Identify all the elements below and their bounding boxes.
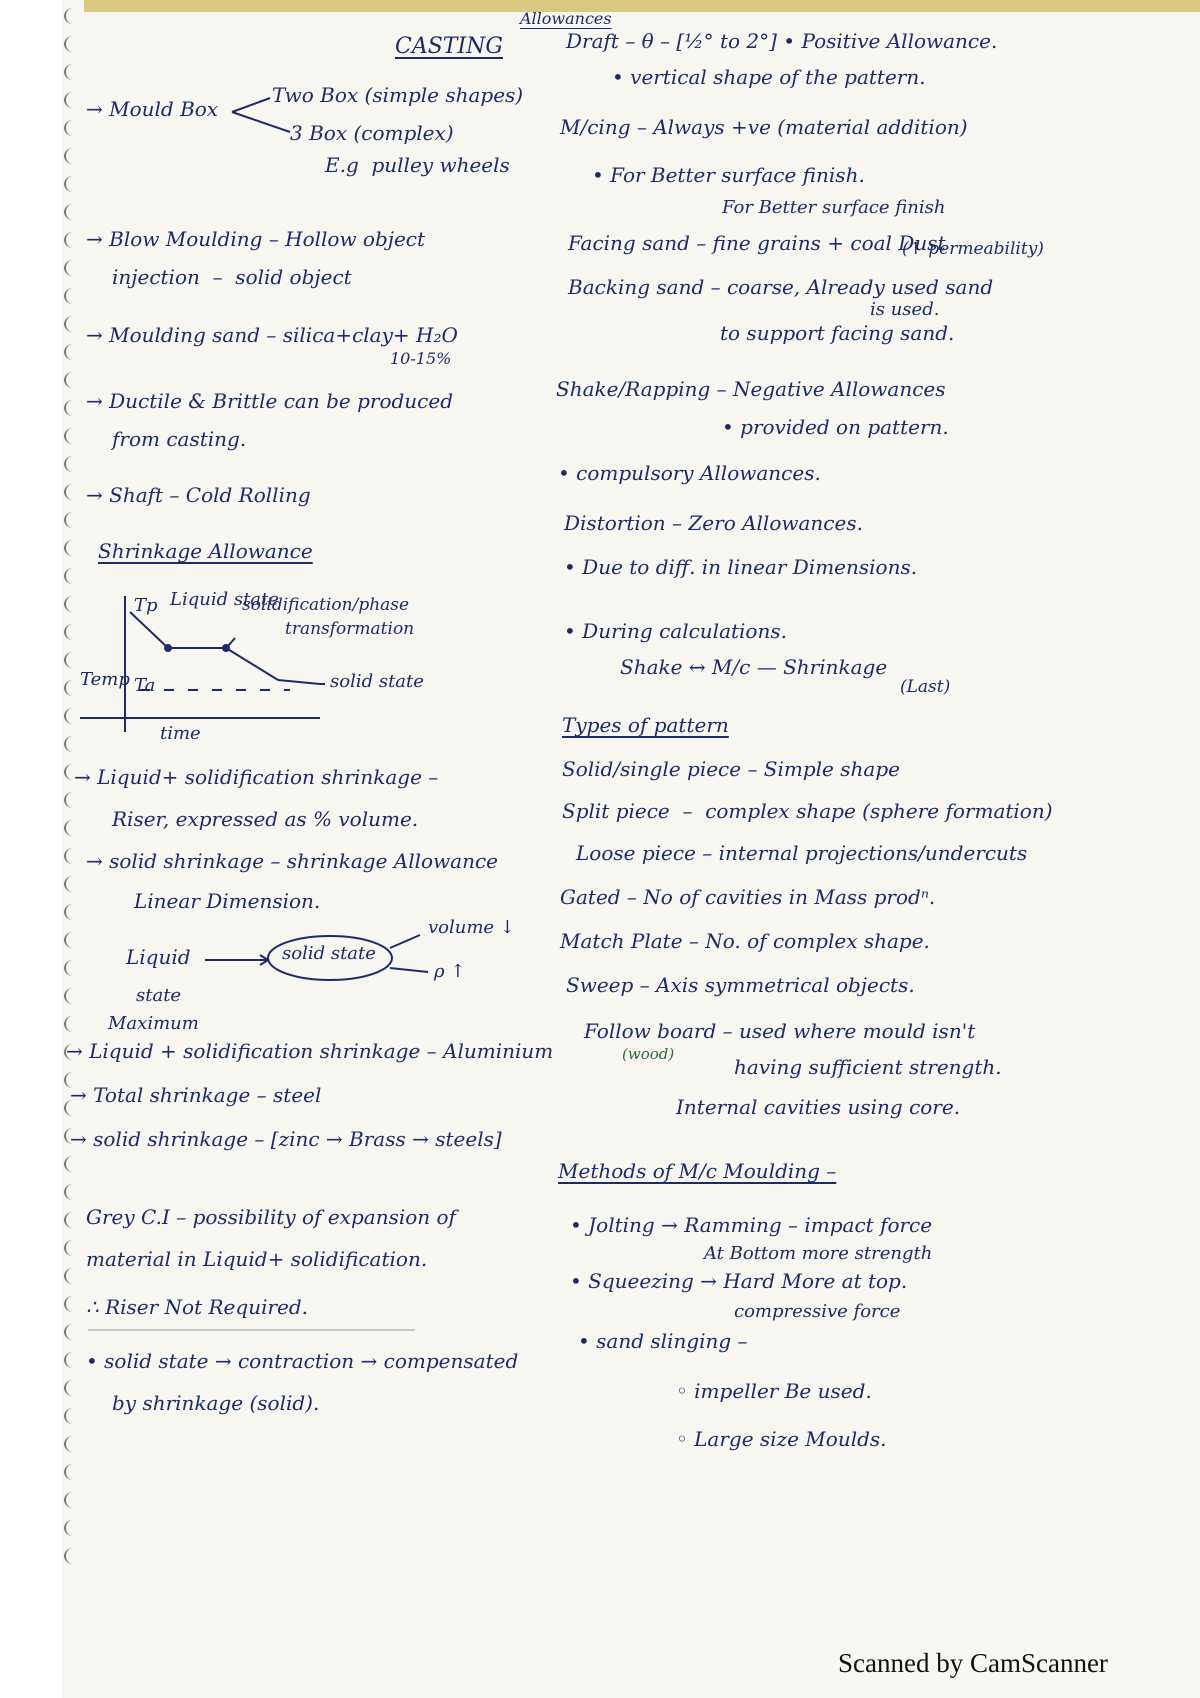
- shake-rapping: Shake/Rapping – Negative Allowances: [556, 377, 946, 401]
- mould-box-option-2: 3 Box (complex): [290, 121, 454, 145]
- gated-pattern: Gated – No of cavities in Mass prodⁿ.: [560, 885, 936, 909]
- shaft-cold-rolling: → Shaft – Cold Rolling: [86, 483, 311, 507]
- camscanner-watermark: Scanned by CamScanner: [838, 1648, 1108, 1678]
- graph-ta-label: Ta: [134, 675, 156, 696]
- distortion-allowance: Distortion – Zero Allowances.: [564, 511, 863, 535]
- flow-density: ρ ↑: [434, 961, 466, 982]
- sand-slinging: • sand slinging –: [578, 1329, 748, 1353]
- mould-box-label: → Mould Box: [86, 97, 219, 121]
- solid-shrinkage-2: Linear Dimension.: [134, 889, 321, 913]
- grey-ci-line-1: Grey C.I – possibility of expansion of: [86, 1205, 456, 1229]
- solid-state-line-1: • solid state → contraction → compensated: [86, 1349, 519, 1373]
- flow-volume: volume ↓: [428, 917, 515, 938]
- follow-board-line-2: having sufficient strength.: [734, 1055, 1002, 1079]
- distortion-note: • Due to diff. in linear Dimensions.: [564, 555, 918, 579]
- follow-board-wood: (wood): [622, 1045, 675, 1063]
- draft-allowance: Draft – θ – [½° to 2°] • Positive Allowance.: [566, 29, 998, 53]
- total-shrinkage: → Total shrinkage – steel: [70, 1083, 322, 1107]
- shake-note: • provided on pattern.: [722, 415, 949, 439]
- liquid-solid-shrinkage-2: Riser, expressed as % volume.: [112, 807, 419, 831]
- graph-tp-label: Tp: [134, 595, 158, 616]
- during-calculations: • During calculations.: [564, 619, 787, 643]
- draft-note: • vertical shape of the pattern.: [612, 65, 926, 89]
- loose-piece-pattern: Loose piece – internal projections/undercuts: [576, 841, 1028, 865]
- facing-note-top: For Better surface finish: [722, 197, 946, 218]
- large-moulds-note: ◦ Large size Moulds.: [676, 1427, 887, 1451]
- graph-solidification-1: solidification/phase: [242, 595, 410, 615]
- calculation-order: Shake ↔ M/c — Shrinkage: [620, 655, 888, 679]
- impeller-note: ◦ impeller Be used.: [676, 1379, 872, 1403]
- solid-shrinkage-order: → solid shrinkage – [zinc → Brass → steels]: [70, 1127, 502, 1151]
- flow-solid-state: solid state: [282, 943, 376, 964]
- types-of-pattern-heading: Types of pattern: [562, 713, 729, 737]
- permeability-note: (↑ permeability): [902, 239, 1044, 259]
- squeezing-note: compressive force: [734, 1301, 901, 1322]
- mould-box-example: E.g pulley wheels: [325, 153, 510, 177]
- jolting-note: At Bottom more strength: [704, 1243, 933, 1264]
- mould-box-option-1: Two Box (simple shapes): [272, 83, 524, 107]
- flow-state: state: [136, 985, 182, 1006]
- methods-heading: Methods of M/c Moulding –: [558, 1159, 837, 1183]
- graph-solid-state: solid state: [330, 671, 424, 692]
- graph-solidification-2: transformation: [285, 619, 415, 639]
- match-plate-pattern: Match Plate – No. of complex shape.: [560, 929, 930, 953]
- blow-moulding: → Blow Moulding – Hollow object: [86, 227, 426, 251]
- split-piece-pattern: Split piece – complex shape (sphere formation): [562, 799, 1053, 823]
- shrinkage-allowance-heading: Shrinkage Allowance: [98, 539, 313, 563]
- solid-shrinkage-1: → solid shrinkage – shrinkage Allowance: [86, 849, 499, 873]
- liquid-solid-shrinkage-1: → Liquid+ solidification shrinkage –: [74, 765, 439, 789]
- max-liquid-solidification: → Liquid + solidification shrinkage – Aluminium: [66, 1039, 554, 1063]
- solid-state-line-2: by shrinkage (solid).: [112, 1391, 320, 1415]
- support-facing-sand: to support facing sand.: [720, 321, 955, 345]
- squeezing: • Squeezing → Hard More at top.: [570, 1269, 908, 1293]
- facing-sand: Facing sand – fine grains + coal Dust: [568, 231, 946, 255]
- moulding-sand-percent: 10-15%: [390, 349, 452, 368]
- injection: injection – solid object: [112, 265, 352, 289]
- maximum-label: Maximum: [108, 1013, 199, 1034]
- backing-sand: Backing sand – coarse, Already used sand: [568, 275, 994, 299]
- machining-allowance: M/cing – Always +ve (material addition): [560, 115, 968, 139]
- page-title: CASTING: [395, 34, 503, 59]
- riser-not-required: ∴ Riser Not Required.: [86, 1295, 309, 1319]
- flow-liquid: Liquid: [126, 945, 191, 969]
- moulding-sand: → Moulding sand – silica+clay+ H₂O: [86, 323, 458, 347]
- graph-liquid-state: Liquid state: [170, 589, 279, 610]
- jolting: • Jolting → Ramming – impact force: [570, 1213, 933, 1237]
- compulsory-allowances: • compulsory Allowances.: [558, 461, 821, 485]
- solid-piece-pattern: Solid/single piece – Simple shape: [562, 757, 900, 781]
- grey-ci-line-2: material in Liquid+ solidification.: [86, 1247, 428, 1271]
- calculation-last: (Last): [900, 677, 951, 697]
- sweep-pattern: Sweep – Axis symmetrical objects.: [566, 973, 915, 997]
- graph-time-axis: time: [160, 723, 201, 744]
- machining-note: • For Better surface finish.: [592, 163, 865, 187]
- ductile-brittle-line-2: from casting.: [112, 427, 247, 451]
- backing-is-used: is used.: [870, 299, 940, 320]
- graph-temp-label: Temp: [80, 669, 130, 690]
- allowances-label: Allowances: [520, 9, 612, 28]
- internal-cavities: Internal cavities using core.: [676, 1095, 961, 1119]
- ductile-brittle-line-1: → Ductile & Brittle can be produced: [86, 389, 454, 413]
- follow-board-pattern: Follow board – used where mould isn't: [584, 1019, 976, 1043]
